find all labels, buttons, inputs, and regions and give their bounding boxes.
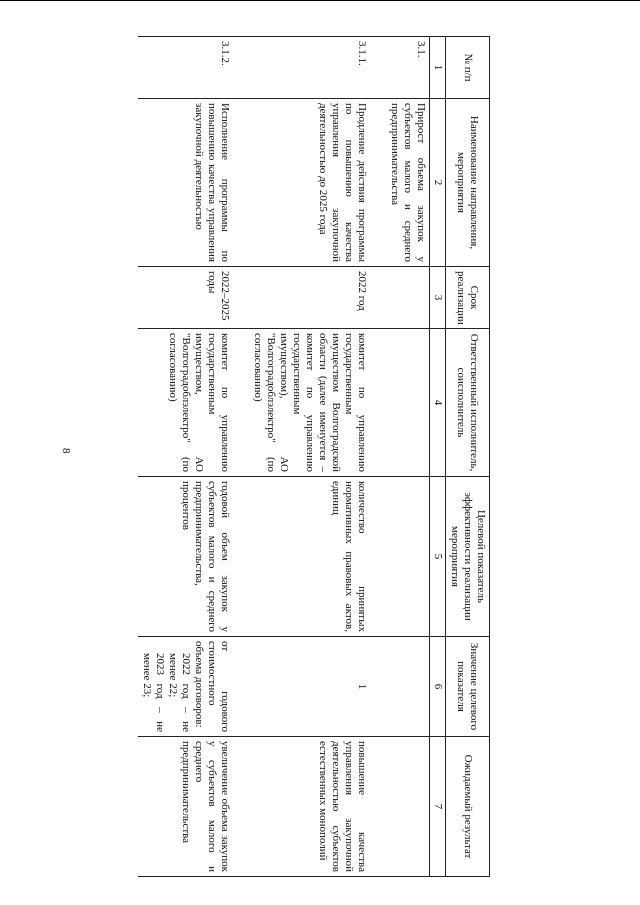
col-number: 2 xyxy=(430,99,446,267)
value-2023: 2023 год – не менее 23; xyxy=(141,653,166,732)
row-name: Исполнение программы по повышению качества управления закупочной деятельностью xyxy=(138,99,233,267)
table-row xyxy=(138,37,233,877)
header-indicator: Целевой показатель эффективности реализации мероприятия xyxy=(446,477,490,637)
column-number-row xyxy=(430,37,446,877)
header-term: Срок реализации xyxy=(446,267,490,329)
spacer-row xyxy=(233,37,249,877)
header-name: Наименование направления, мероприятия xyxy=(446,99,490,267)
header-value: Значение целевого показателя xyxy=(446,637,490,737)
section-title: Прирост объема закупок у субъектов малого и среднего предпринимательства xyxy=(386,99,430,267)
col-number: 6 xyxy=(430,637,446,737)
row-num: 3.1.1. xyxy=(249,37,370,99)
row-result: повышение качества управления закупочной деятельностью субъектов естественных монополий xyxy=(249,737,370,877)
row-result: увеличение объема закупок у субъектов малого и среднего предпринимательства xyxy=(138,737,233,877)
col-number: 7 xyxy=(430,737,446,877)
value-intro: от годового стоимостного объема договоров: xyxy=(193,641,231,732)
header-num: № п/п xyxy=(446,37,490,99)
row-executor: комитет по управлению государственным имуществом, АО "Волгоградоблэлектро" (по согласованию) xyxy=(138,329,233,477)
row-value xyxy=(138,637,233,737)
table-row xyxy=(249,37,370,877)
col-number: 5 xyxy=(430,477,446,637)
page-number: 8 xyxy=(60,448,72,454)
row-executor: комитет по управлению государственным имуществом Волгоградской области (далее именуется – комитет по управлению государственным имуществом), АО "Волгоградоблэлектро" (по согласованию) xyxy=(249,329,370,477)
header-executor: Ответственный исполнитель, соисполнитель xyxy=(446,329,490,477)
col-number: 4 xyxy=(430,329,446,477)
row-term: 2022 год xyxy=(249,267,370,329)
row-indicator: количество принятых нормативных правовых актов, единиц xyxy=(249,477,370,637)
col-number: 3 xyxy=(430,267,446,329)
header-result: Ожидаемый результат xyxy=(446,737,490,877)
section-num: 3.1. xyxy=(386,37,430,99)
measures-table xyxy=(138,36,490,877)
top-rule xyxy=(0,0,640,1)
rotated-table-container xyxy=(100,36,490,876)
row-indicator: годовой объем закупок у субъектов малого и среднего предпринимательства, процентов xyxy=(138,477,233,637)
col-number: 1 xyxy=(430,37,446,99)
header-row xyxy=(446,37,490,877)
spacer-row xyxy=(370,37,386,877)
value-2022: 2022 год – не менее 22; xyxy=(167,653,192,732)
row-name: Продление действия программы по повышению качества управления закупочной деятельностью до 2025 года xyxy=(249,99,370,267)
row-term: 2022–2025 годы xyxy=(138,267,233,329)
row-num: 3.1.2. xyxy=(138,37,233,99)
row-value: 1 xyxy=(249,637,370,737)
section-row xyxy=(386,37,430,877)
